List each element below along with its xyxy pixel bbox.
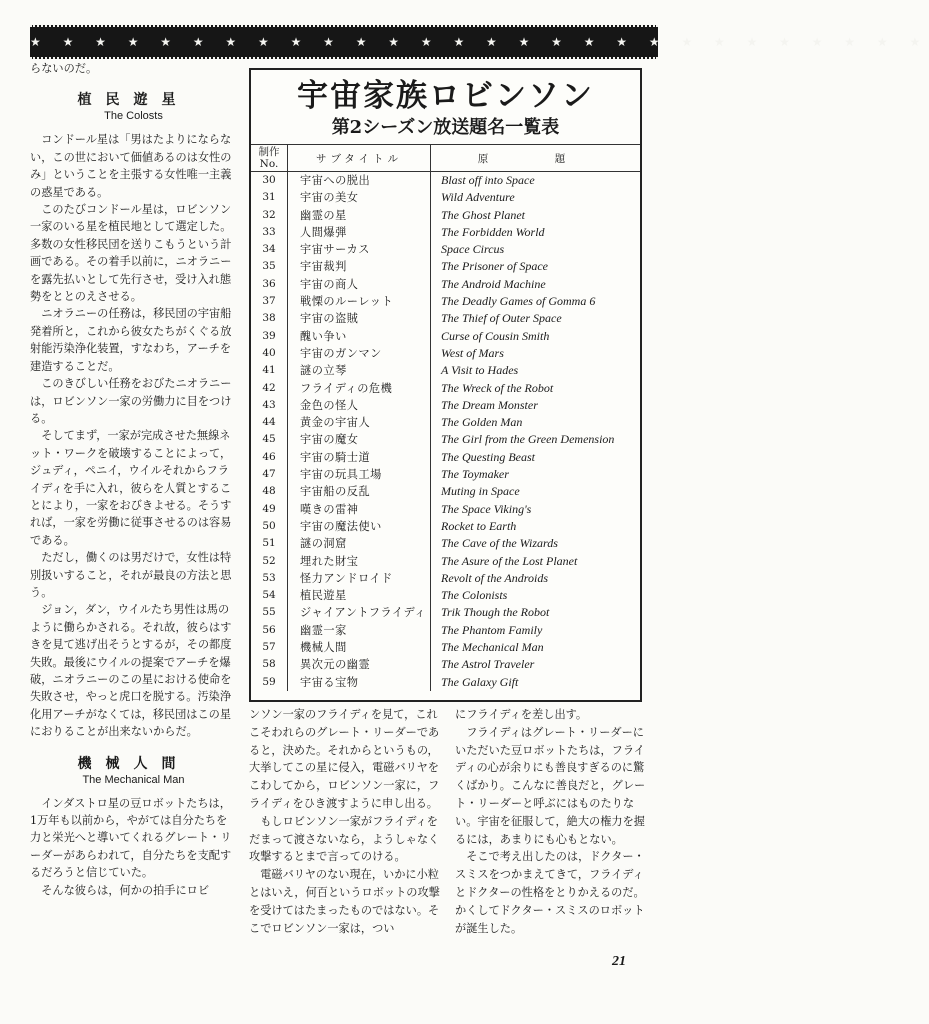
table-row [251, 189, 640, 206]
cell-number: 32 [251, 207, 288, 224]
cell-number: 44 [251, 414, 288, 431]
episode-table-box [249, 68, 642, 702]
cell-original-title: The Forbidden World [441, 224, 545, 239]
cell-subtitle: 宇宙の魔女 [288, 431, 431, 448]
cell-subtitle: 宇宙の魔法使い [288, 518, 431, 535]
cell-subtitle: 謎の洞窟 [288, 535, 431, 552]
cell-subtitle: 宇宙の美女 [288, 189, 431, 206]
cell-number: 51 [251, 535, 288, 552]
cell-subtitle: 金色の怪人 [288, 397, 431, 414]
cell-original-title: A Visit to Hades [441, 363, 519, 378]
table-header-row [251, 145, 640, 172]
cell-number: 52 [251, 553, 288, 570]
cell-subtitle: 宇宙の商人 [288, 276, 431, 293]
cell-original-title: Muting in Space [441, 484, 520, 499]
cell-number: 39 [251, 328, 288, 345]
cell-subtitle: 人間爆弾 [288, 224, 431, 241]
cell-subtitle: 異次元の幽霊 [288, 656, 431, 673]
cell-original-title: The Deadly Games of Gomma 6 [441, 294, 596, 309]
cell-subtitle: 怪力アンドロイド [288, 570, 431, 587]
table-row [251, 553, 640, 570]
header-subtitle: サブタイトル [288, 145, 431, 172]
cell-number: 49 [251, 501, 288, 518]
cell-original-title: Wild Adventure [441, 190, 515, 205]
table-row [251, 639, 640, 656]
cell-number: 55 [251, 604, 288, 621]
cell-subtitle: 謎の立琴 [288, 362, 431, 379]
cell-number: 59 [251, 674, 288, 691]
table-row [251, 483, 640, 500]
paragraph: フライディはグレート・リーダーにいただいた豆ロボットたちは，フライディの心が余りにも善良すぎるのに驚くばかり。こんなに善良だと，グレート・リーダーと呼ぶにはものたりない。宇宙を征服して，絶大の権力を握るには，あまりにも心もとない。 [455, 725, 646, 846]
cell-subtitle: ジャイアントフライディ [288, 604, 431, 621]
table-row [251, 345, 640, 362]
paragraph: ジョン，ダン，ウイルたち男性は馬のように働らかされる。それ故，彼らはすきを見て逃げ出そうとするが，その都度失敗。最後にウイルの提案でアーチを爆破，ニオラニーのこの星における使命を失敗させ，やっと虎口を脱する。汚染浄化用アーチがなくては，移民団はこの星におりることが出来ないからだ。 [30, 603, 232, 739]
table-row [251, 258, 640, 275]
table-row [251, 535, 640, 552]
cell-number: 36 [251, 276, 288, 293]
table-row [251, 362, 640, 379]
cell-original-title: Curse of Cousin Smith [441, 328, 550, 343]
cell-number: 41 [251, 362, 288, 379]
table-row [251, 674, 640, 691]
cell-original-title: Blast off into Space [441, 173, 535, 187]
table-row [251, 310, 640, 327]
cell-number: 54 [251, 587, 288, 604]
cell-subtitle: 植民遊星 [288, 587, 431, 604]
episode-table-body [251, 172, 640, 691]
table-row [251, 328, 640, 345]
paragraph: にフライディを差し出す。 [455, 708, 588, 721]
cell-original-title: The Android Machine [441, 276, 546, 291]
paragraph: このたびコンドール星は，ロビンソン一家のいる星を植民地として選定した。多数の女性移民団を送りこもうという計画である。その着手以前に，ニオラニーを露先払いとして先行させ，受け入れ態勢をととのえさせる。 [30, 203, 232, 304]
table-row [251, 587, 640, 604]
cell-original-title: The Toymaker [441, 467, 509, 482]
cell-number: 47 [251, 466, 288, 483]
cell-number: 46 [251, 449, 288, 466]
cell-subtitle: 醜い争い [288, 328, 431, 345]
paragraph: 電磁バリヤのない現在，いかに小粒とはいえ，何百というロボットの攻撃を受けてはたまったものではない。そこでロビンソン一家は，つい [249, 868, 440, 935]
cell-original-title: The Galaxy Gift [441, 674, 519, 689]
right-column [455, 706, 650, 937]
cell-subtitle: 宇宙の騎士道 [288, 449, 431, 466]
cell-subtitle: 嘆きの雷神 [288, 501, 431, 518]
cell-number: 38 [251, 310, 288, 327]
cell-subtitle: 幽霊一家 [288, 622, 431, 639]
cell-number: 57 [251, 639, 288, 656]
cell-number: 30 [251, 172, 288, 190]
cell-subtitle: 宇宙船の反乱 [288, 483, 431, 500]
cell-subtitle: 宇宙への脱出 [288, 172, 431, 190]
table-row [251, 293, 640, 310]
paragraph: そんな彼らは，何かの拍手にロビ [41, 883, 210, 897]
cell-subtitle: 宇宙サーカス [288, 241, 431, 258]
paragraph: ンソン一家のフライディを見て，これこそわれらのグレート・リーダーであると，決めた。それからというもの，大挙してこの星に侵入，電磁バリヤをこわしてから，ロビンソン一家に，フライディをひき渡すように申し出る。 [249, 708, 440, 810]
table-row [251, 570, 640, 587]
table-row [251, 431, 640, 448]
cell-number: 33 [251, 224, 288, 241]
episode-table [251, 144, 640, 691]
table-row [251, 380, 640, 397]
cell-original-title: The Dream Monster [441, 397, 538, 412]
table-row [251, 397, 640, 414]
cell-original-title: The Thief of Outer Space [441, 311, 562, 326]
cell-original-title: Trik Though the Robot [441, 605, 550, 620]
cell-subtitle: フライディの危機 [288, 380, 431, 397]
cell-original-title: The Wreck of the Robot [441, 380, 554, 395]
table-row [251, 501, 640, 518]
table-row [251, 276, 640, 293]
cell-original-title: Revolt of the Androids [441, 570, 548, 585]
cell-original-title: The Mechanical Man [441, 640, 544, 655]
cell-subtitle: 宇宙の玩具工場 [288, 466, 431, 483]
cell-original-title: The Ghost Planet [441, 207, 525, 222]
table-row [251, 207, 640, 224]
cell-original-title: The Phantom Family [441, 622, 543, 637]
section-heading-colonists-en: The Colosts [104, 110, 163, 123]
star-banner: ★ ★ ★ ★ ★ ★ ★ ★ ★ ★ ★ ★ ★ ★ ★ ★ ★ ★ ★ ★ ★ ★ ★ ★ ★ ★ ★ ★ [30, 25, 658, 59]
table-title: 宇宙家族ロビンソン [297, 78, 594, 114]
section-heading-mechanical-ja: 機械人間 [77, 755, 190, 772]
cell-number: 40 [251, 345, 288, 362]
cell-number: 56 [251, 622, 288, 639]
table-row [251, 449, 640, 466]
cell-original-title: The Girl from the Green Demension [441, 432, 615, 447]
header-no: 制作No. [251, 145, 288, 172]
cell-original-title: The Space Viking's [441, 501, 532, 516]
cell-subtitle: 戦慄のルーレット [288, 293, 431, 310]
cell-subtitle: 黄金の宇宙人 [288, 414, 431, 431]
cell-number: 34 [251, 241, 288, 258]
paragraph: そこで考え出したのは，ドクター・スミスをつかまえてきて，フライディとドクターの性格をとりかえるのだ。かくしてドクター・スミスのロボットが誕生した。 [455, 850, 645, 935]
cell-subtitle: 宇宙る宝物 [288, 674, 431, 691]
page-number: 21 [612, 954, 626, 969]
cell-original-title: The Cave of the Wizards [441, 536, 558, 551]
cell-subtitle: 宇宙の盗賊 [288, 310, 431, 327]
cell-number: 37 [251, 293, 288, 310]
cell-original-title: Rocket to Earth [441, 518, 517, 533]
paragraph: コンドール星は「男はたよりにならない，この世において価値あるのは女性のみ」ということを主張する女性唯一主義の惑星である。 [30, 133, 232, 199]
header-original: 原 題 [431, 145, 641, 172]
cell-original-title: West of Mars [441, 345, 504, 360]
cell-number: 53 [251, 570, 288, 587]
table-row [251, 172, 640, 190]
lead-text: らないのだ。 [30, 62, 98, 75]
paragraph: ニオラニーの任務は，移民団の宇宙船発着所と，これから彼女たちがくぐる放射能汚染浄化装置，すなわち，アーチを建造することだ。 [30, 307, 232, 373]
table-row [251, 414, 640, 431]
cell-subtitle: 機械人間 [288, 639, 431, 656]
cell-number: 50 [251, 518, 288, 535]
cell-subtitle: 幽霊の星 [288, 207, 431, 224]
section-heading-colonists-ja: 植民遊星 [77, 92, 190, 109]
cell-subtitle: 埋れた財宝 [288, 553, 431, 570]
cell-original-title: The Asure of the Lost Planet [441, 553, 578, 568]
cell-number: 45 [251, 431, 288, 448]
table-subtitle: 第2シーズン放送題名一覧表 [331, 117, 560, 138]
cell-original-title: The Astrol Traveler [441, 657, 535, 672]
middle-column [249, 706, 444, 937]
cell-number: 31 [251, 189, 288, 206]
table-row [251, 604, 640, 621]
cell-number: 48 [251, 483, 288, 500]
table-row [251, 656, 640, 673]
cell-original-title: The Colonists [441, 588, 508, 603]
cell-number: 42 [251, 380, 288, 397]
paragraph: もしロビンソン一家がフライディをだまって渡さないなら，ようしゃなく攻撃するとまで言ってのける。 [249, 814, 440, 864]
table-row [251, 241, 640, 258]
cell-original-title: The Prisoner of Space [441, 259, 548, 274]
paragraph: インダストロ星の豆ロボットたちは，1万年も以前から，やがては自分たちを力と栄光へと導いてくれるグレート・リーダーがあらわれて，自分たちを支配するだろうと信じていた。 [30, 796, 232, 880]
section-heading-mechanical-en: The Mechanical Man [82, 773, 185, 786]
paragraph: このきびしい任務をおびたニオラニーは，ロビンソン一家の労働力に目をつける。 [30, 377, 232, 425]
table-row [251, 622, 640, 639]
table-row [251, 466, 640, 483]
cell-original-title: The Questing Beast [441, 449, 535, 464]
cell-subtitle: 宇宙裁判 [288, 258, 431, 275]
cell-subtitle: 宇宙のガンマン [288, 345, 431, 362]
table-row [251, 518, 640, 535]
table-row [251, 224, 640, 241]
cell-original-title: The Golden Man [441, 415, 523, 430]
cell-number: 35 [251, 258, 288, 275]
cell-original-title: Space Circus [441, 242, 505, 257]
cell-number: 58 [251, 656, 288, 673]
paragraph: ただし，働くのは男だけで，女性は特別扱いすること，それが最良の方法と思う。 [30, 551, 232, 599]
cell-number: 43 [251, 397, 288, 414]
paragraph: そしてまず，一家が完成させた無線ネット・ワークを破壊することによって，ジュディ，ペニイ，ウイルそれからフライディを手に入れ，彼らを人質とすることにより，一家をおびきよせる。そうすれば，一家を労働に従事させるのは容易である。 [30, 429, 232, 547]
left-column [30, 60, 237, 899]
